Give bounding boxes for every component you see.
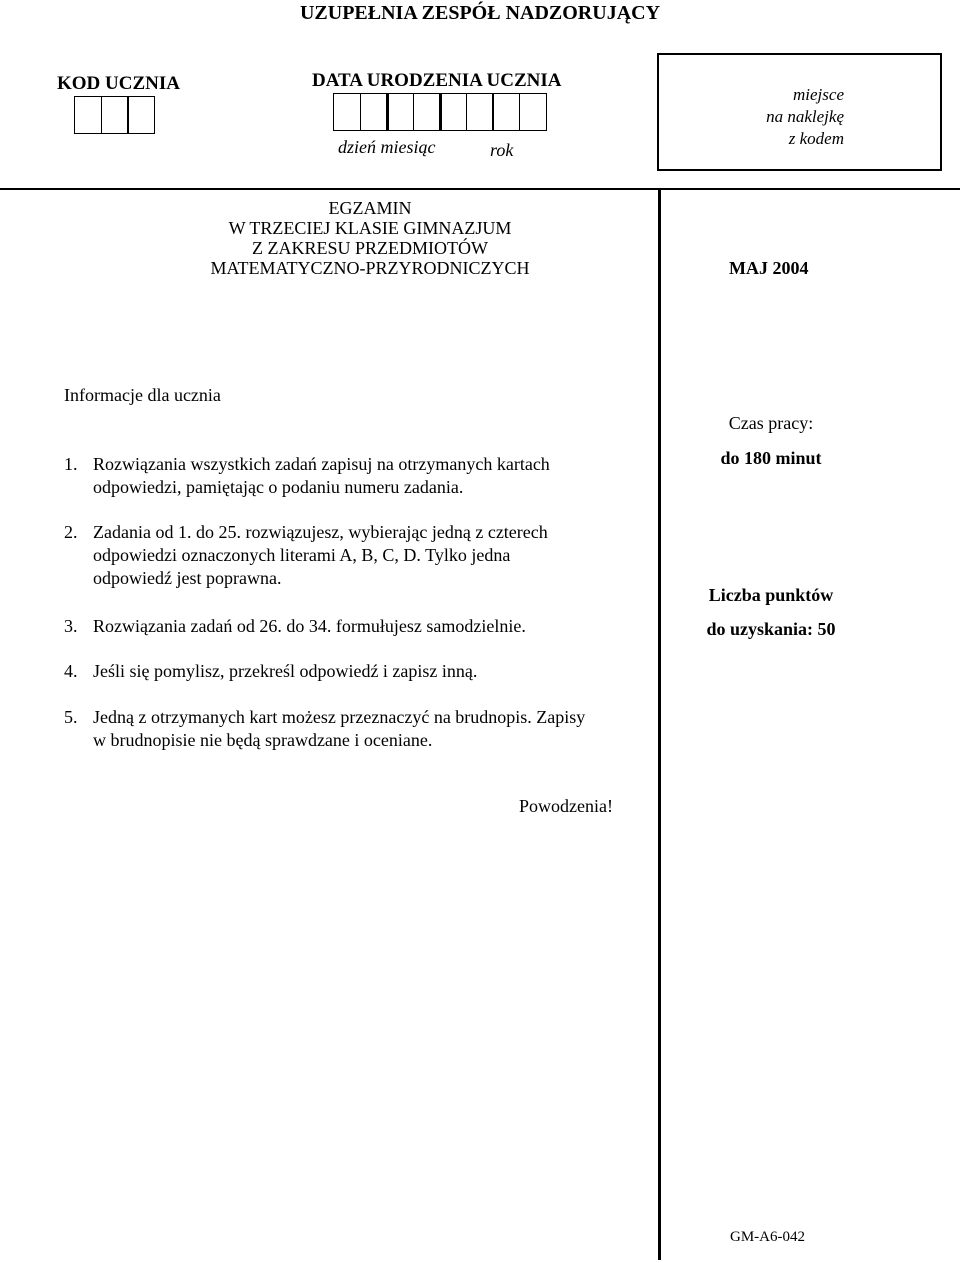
item-text-line: odpowiedzi oznaczonych literami A, B, C, D. Tylko jedna [93, 545, 511, 565]
item-text-line: odpowiedzi, pamiętając o podaniu numeru zadania. [93, 477, 464, 497]
exam-code: GM-A6-042 [730, 1229, 805, 1245]
item-number: 5. [64, 707, 78, 727]
item-text-line: w brudnopisie nie będą sprawdzane i oceniane. [93, 730, 433, 750]
date-box[interactable] [466, 93, 494, 131]
info-heading: Informacje dla ucznia [64, 385, 221, 405]
info-item-1 [64, 453, 654, 499]
item-number: 4. [64, 661, 78, 681]
work-time-value: do 180 minut [720, 448, 822, 468]
info-item-5 [64, 706, 654, 752]
item-number: 2. [64, 522, 78, 542]
exam-session: MAJ 2004 [729, 258, 809, 278]
item-text-line: Rozwiązania wszystkich zadań zapisuj na otrzymanych kartach [93, 454, 550, 474]
date-box[interactable] [360, 93, 388, 131]
birth-date-boxes [333, 93, 545, 131]
item-text-line: Rozwiązania zadań od 26. do 34. formułujesz samodzielnie. [93, 616, 526, 636]
page-header-title: UZUPEŁNIA ZESPÓŁ NADZORUJĄCY [299, 2, 661, 24]
closing-text: Powodzenia! [519, 796, 613, 816]
date-box[interactable] [439, 93, 467, 131]
sticker-line-3: z kodem [788, 129, 844, 148]
exam-title-line-1: EGZAMIN [328, 198, 412, 218]
item-text-line: odpowiedź jest poprawna. [93, 568, 282, 588]
date-box[interactable] [413, 93, 441, 131]
code-box[interactable] [127, 96, 155, 134]
student-code-label: KOD UCZNIA [57, 73, 180, 94]
code-box[interactable] [74, 96, 102, 134]
exam-title-line-4: MATEMATYCZNO-PRZYRODNICZYCH [210, 258, 530, 278]
date-box[interactable] [492, 93, 520, 131]
date-box[interactable] [333, 93, 361, 131]
item-text-line: Zadania od 1. do 25. rozwiązujesz, wybierając jedną z czterech [93, 522, 548, 542]
work-time-label: Czas pracy: [728, 413, 814, 433]
exam-title [150, 198, 590, 278]
exam-title-line-3: Z ZAKRESU PRZEDMIOTÓW [252, 238, 488, 258]
info-item-3 [64, 615, 654, 638]
exam-title-line-2: W TRZECIEJ KLASIE GIMNAZJUM [228, 218, 512, 238]
points-value: do uzyskania: 50 [706, 619, 836, 639]
date-box[interactable] [519, 93, 547, 131]
birth-date-label: DATA URODZENIA UCZNIA [312, 70, 562, 91]
vertical-divider [658, 190, 661, 1260]
info-item-4 [64, 660, 654, 683]
item-text-line: Jeśli się pomylisz, przekreśl odpowiedź i zapisz inną. [93, 661, 478, 681]
item-number: 1. [64, 454, 78, 474]
year-caption: rok [490, 140, 514, 160]
item-text-line: Jedną z otrzymanych kart możesz przeznaczyć na brudnopis. Zapisy [93, 707, 586, 727]
student-code-boxes [74, 96, 154, 134]
item-number: 3. [64, 616, 78, 636]
points-label: Liczba punktów [708, 585, 834, 605]
code-box[interactable] [101, 96, 129, 134]
sticker-area [657, 53, 942, 171]
sticker-line-2: na naklejkę [766, 107, 844, 126]
info-item-2 [64, 521, 654, 590]
date-box[interactable] [386, 93, 414, 131]
day-month-caption: dzień miesiąc [338, 137, 436, 157]
sticker-line-1: miejsce [793, 85, 844, 104]
horizontal-divider [0, 188, 960, 190]
